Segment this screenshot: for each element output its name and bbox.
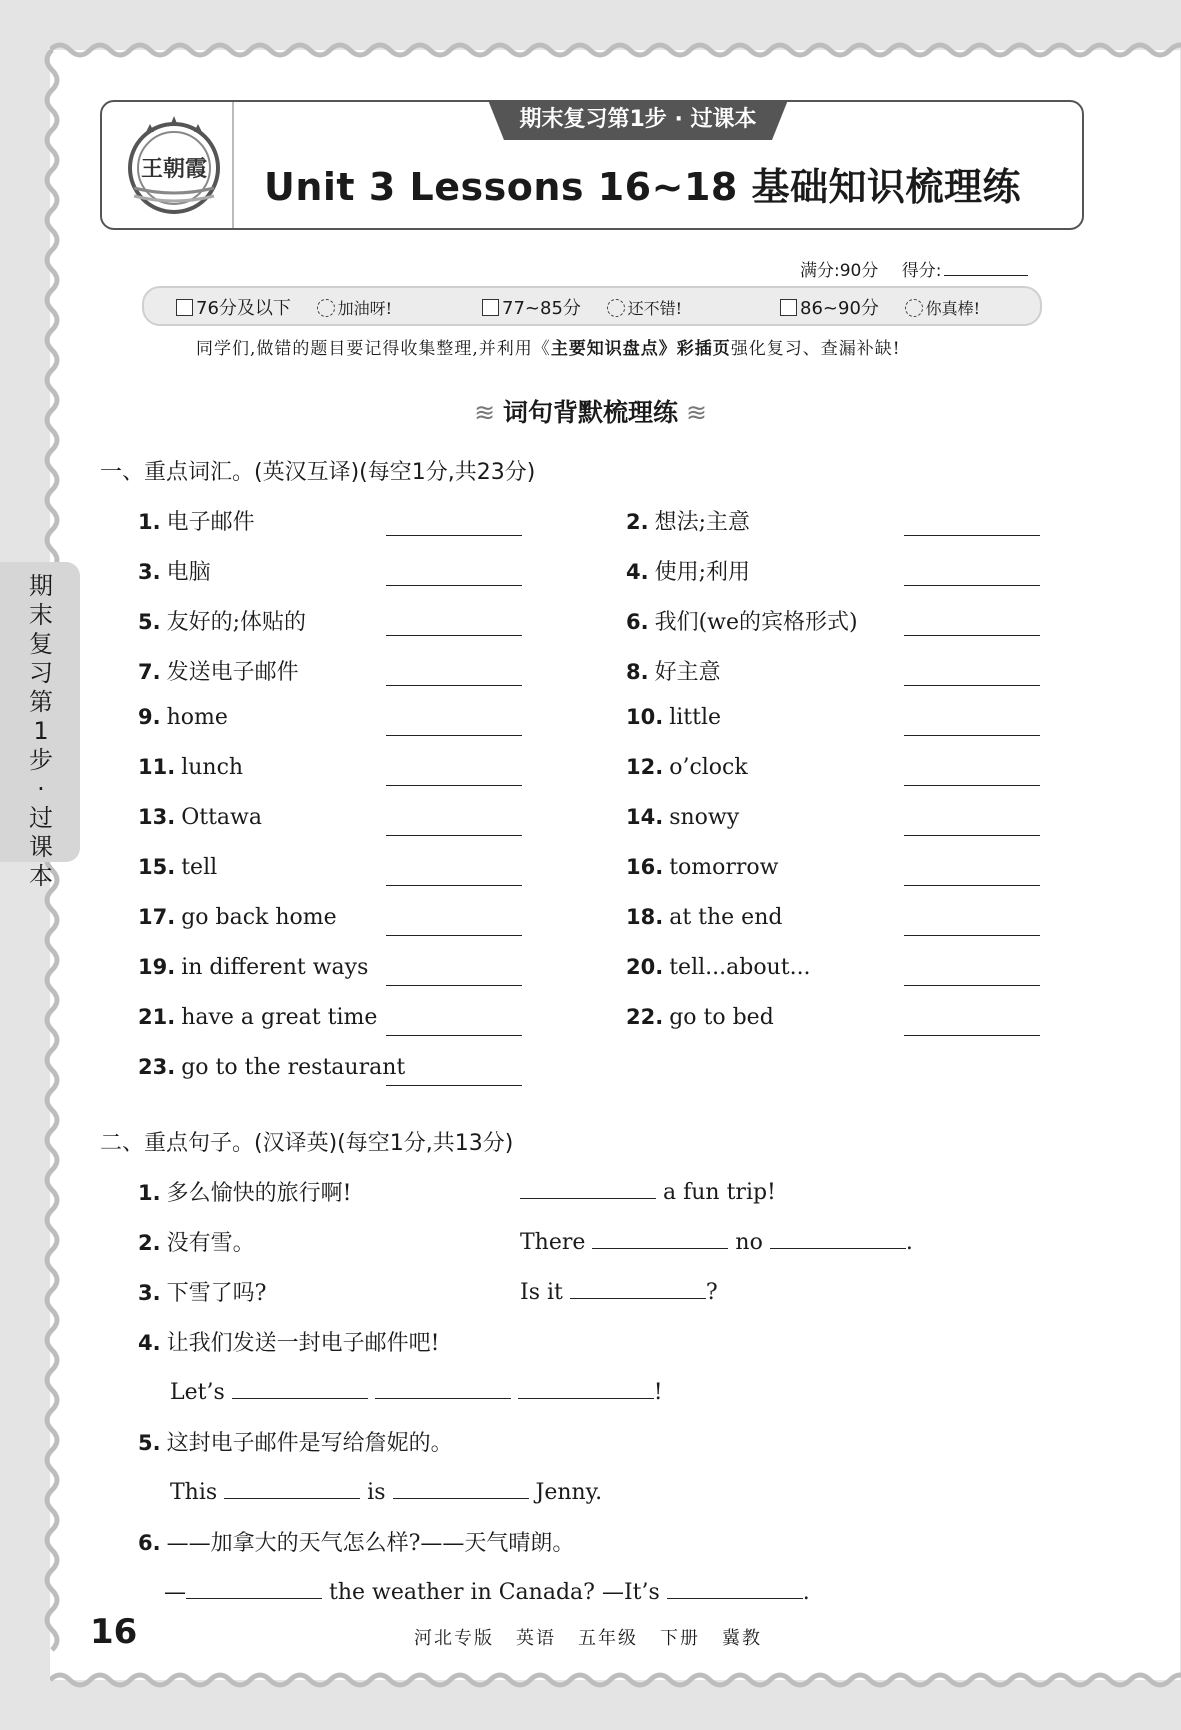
answer-blank[interactable] bbox=[667, 1576, 803, 1599]
publisher-logo bbox=[120, 110, 228, 218]
vocab-item bbox=[138, 755, 243, 780]
item-number: 3. bbox=[138, 560, 161, 584]
item-number: 19. bbox=[138, 955, 176, 979]
vocab-text: tomorrow bbox=[669, 855, 779, 880]
smiley-icon bbox=[317, 299, 335, 317]
sentence-item-1 bbox=[138, 1176, 351, 1207]
vocab-text: in different ways bbox=[181, 955, 369, 980]
level-1 bbox=[176, 294, 392, 320]
reminder-before: 同学们,做错的题目要记得收集整理,并利用《 bbox=[196, 339, 551, 359]
vocab-text: 我们(we的宾格形式) bbox=[654, 610, 858, 635]
item-number: 6. bbox=[138, 1531, 161, 1555]
level-cheer: 还不错! bbox=[627, 299, 683, 318]
vocab-text: little bbox=[669, 705, 722, 730]
item-number: 20. bbox=[626, 955, 664, 979]
footer-volume: 下册 bbox=[660, 1628, 700, 1649]
vocab-item bbox=[138, 605, 306, 636]
sentence-en: Jenny. bbox=[535, 1480, 603, 1505]
item-number: 22. bbox=[626, 1005, 664, 1029]
item-number: 1. bbox=[138, 1181, 161, 1205]
vocab-text: tell...about... bbox=[669, 955, 811, 980]
footer-subject: 英语 bbox=[516, 1628, 556, 1649]
footer-edition: 河北专版 bbox=[414, 1628, 494, 1649]
answer-blank[interactable] bbox=[386, 1035, 522, 1036]
answer-blank[interactable] bbox=[904, 835, 1040, 836]
sentence-answer-4 bbox=[170, 1376, 663, 1405]
level-range: 76分及以下 bbox=[196, 298, 291, 319]
sentence-item-4 bbox=[138, 1326, 439, 1357]
item-number: 13. bbox=[138, 805, 176, 829]
answer-blank[interactable] bbox=[386, 635, 522, 636]
answer-blank[interactable] bbox=[386, 1085, 522, 1086]
sentence-cn: 下雪了吗? bbox=[166, 1281, 267, 1306]
sentence-en: Let’s bbox=[170, 1380, 225, 1405]
vocab-text: go to bed bbox=[669, 1005, 774, 1030]
answer-blank[interactable] bbox=[186, 1576, 322, 1599]
vocab-item bbox=[626, 655, 721, 686]
sentence-answer-3 bbox=[520, 1276, 718, 1305]
sentence-en: a fun trip! bbox=[663, 1180, 776, 1205]
answer-blank[interactable] bbox=[386, 935, 522, 936]
answer-blank[interactable] bbox=[386, 835, 522, 836]
vocab-text: 友好的;体贴的 bbox=[166, 610, 307, 635]
vocab-item bbox=[626, 855, 779, 880]
score-label: 得分: bbox=[901, 261, 942, 281]
answer-blank[interactable] bbox=[224, 1476, 360, 1499]
wavy-border-top bbox=[50, 38, 1181, 62]
reminder-bold: 主要知识盘点》彩插页 bbox=[550, 339, 731, 359]
vocab-text: 想法;主意 bbox=[654, 510, 751, 535]
sentence-en: no bbox=[735, 1230, 763, 1255]
sentence-answer-1 bbox=[520, 1176, 776, 1205]
page-title: Unit 3 Lessons 16~18 基础知识梳理练 bbox=[264, 165, 1022, 209]
answer-blank[interactable] bbox=[232, 1376, 368, 1399]
vocab-item bbox=[626, 1005, 774, 1030]
vocab-text: 好主意 bbox=[654, 660, 721, 685]
answer-blank[interactable] bbox=[386, 535, 522, 536]
wavy-border-bottom bbox=[50, 1668, 1181, 1692]
banner-text: 期末复习第1步 · 过课本 bbox=[519, 107, 757, 132]
logo-text: 王朝霞 bbox=[140, 156, 208, 182]
sentence-en: is bbox=[367, 1480, 386, 1505]
level-range: 86~90分 bbox=[800, 298, 879, 319]
reminder-after: 强化复习、查漏补缺! bbox=[730, 339, 901, 359]
footer bbox=[414, 1624, 784, 1650]
vocab-item bbox=[626, 805, 739, 830]
vocab-item bbox=[626, 505, 750, 536]
vocab-item bbox=[138, 905, 337, 930]
vocab-item bbox=[626, 705, 721, 730]
vocab-item bbox=[138, 1055, 405, 1080]
item-number: 2. bbox=[138, 1231, 161, 1255]
vocab-item bbox=[138, 855, 217, 880]
item-number: 21. bbox=[138, 1005, 176, 1029]
item-number: 11. bbox=[138, 755, 176, 779]
item-number: 1. bbox=[138, 510, 161, 534]
item-number: 5. bbox=[138, 1431, 161, 1455]
sentence-cn: 多么愉快的旅行啊! bbox=[166, 1181, 352, 1206]
sentence-answer-6 bbox=[164, 1576, 810, 1605]
sentence-en: the weather in Canada? —It’s bbox=[329, 1580, 660, 1605]
sentence-cn: 没有雪。 bbox=[166, 1231, 255, 1256]
level-cheer: 你真棒! bbox=[925, 299, 981, 318]
sentence-item-3 bbox=[138, 1276, 266, 1307]
vocab-item bbox=[626, 755, 748, 780]
page-number: 16 bbox=[90, 1612, 138, 1652]
vocab-text: home bbox=[166, 705, 228, 730]
reminder-text bbox=[196, 334, 901, 359]
item-number: 8. bbox=[626, 660, 649, 684]
sentence-en: ? bbox=[705, 1280, 718, 1305]
header-box bbox=[100, 100, 1084, 230]
vocab-text: 电脑 bbox=[166, 560, 211, 585]
part1-heading: 一、重点词汇。(英汉互译)(每空1分,共23分) bbox=[100, 460, 536, 485]
item-number: 18. bbox=[626, 905, 664, 929]
vocab-text: snowy bbox=[669, 805, 740, 830]
vocab-text: go back home bbox=[181, 905, 337, 930]
item-number: 16. bbox=[626, 855, 664, 879]
answer-blank[interactable] bbox=[904, 735, 1040, 736]
item-number: 7. bbox=[138, 660, 161, 684]
answer-blank[interactable] bbox=[386, 985, 522, 986]
item-number: 15. bbox=[138, 855, 176, 879]
vocab-item bbox=[138, 555, 211, 586]
level-3 bbox=[780, 294, 980, 320]
item-number: 14. bbox=[626, 805, 664, 829]
vocab-text: have a great time bbox=[181, 1005, 378, 1030]
vocab-item bbox=[138, 955, 368, 980]
section-title-text: 词句背默梳理练 bbox=[502, 398, 678, 427]
side-tab-text: 期末复习第1步·过课本 bbox=[29, 572, 53, 890]
sentence-answer-2 bbox=[520, 1226, 913, 1255]
vocab-item bbox=[626, 555, 750, 586]
answer-blank[interactable] bbox=[518, 1376, 654, 1399]
wave-icon: ≋ bbox=[474, 398, 503, 427]
vocab-text: go to the restaurant bbox=[181, 1055, 406, 1080]
footer-publisher: 冀教 bbox=[722, 1628, 762, 1649]
smiley-icon bbox=[607, 299, 625, 317]
item-number: 4. bbox=[138, 1331, 161, 1355]
level-range: 77~85分 bbox=[502, 298, 581, 319]
score-level-bar bbox=[142, 286, 1042, 326]
answer-blank[interactable] bbox=[904, 785, 1040, 786]
checkbox-icon[interactable] bbox=[176, 299, 193, 316]
full-score: 满分:90分 bbox=[800, 261, 879, 281]
smiley-icon bbox=[905, 299, 923, 317]
vocab-text: 使用;利用 bbox=[654, 560, 751, 585]
item-number: 9. bbox=[138, 705, 161, 729]
answer-blank[interactable] bbox=[592, 1226, 728, 1249]
sentence-item-2 bbox=[138, 1226, 255, 1257]
sentence-cn: ——加拿大的天气怎么样?——天气晴朗。 bbox=[166, 1531, 575, 1556]
sentence-answer-5 bbox=[170, 1476, 602, 1505]
vocab-text: 电子邮件 bbox=[166, 510, 255, 535]
item-number: 23. bbox=[138, 1055, 176, 1079]
footer-grade: 五年级 bbox=[578, 1628, 638, 1649]
section-title bbox=[0, 393, 1181, 429]
score-line bbox=[800, 256, 1028, 281]
vocab-item bbox=[138, 705, 228, 730]
answer-blank[interactable] bbox=[904, 935, 1040, 936]
sentence-item-6 bbox=[138, 1526, 574, 1557]
sentence-en: . bbox=[802, 1580, 810, 1605]
answer-blank[interactable] bbox=[375, 1376, 511, 1399]
vocab-item bbox=[626, 605, 858, 636]
vocab-text: o’clock bbox=[669, 755, 748, 780]
answer-blank[interactable] bbox=[393, 1476, 529, 1499]
sentence-item-5 bbox=[138, 1426, 453, 1457]
vocab-text: tell bbox=[181, 855, 218, 880]
answer-blank[interactable] bbox=[904, 535, 1040, 536]
sentence-cn: 让我们发送一封电子邮件吧! bbox=[166, 1331, 440, 1356]
checkbox-icon[interactable] bbox=[780, 299, 797, 316]
vocab-item bbox=[626, 905, 782, 930]
answer-blank[interactable] bbox=[386, 735, 522, 736]
vocab-text: 发送电子邮件 bbox=[166, 660, 299, 685]
level-2 bbox=[482, 294, 682, 320]
vocab-text: at the end bbox=[669, 905, 783, 930]
answer-blank[interactable] bbox=[904, 985, 1040, 986]
sentence-cn: 这封电子邮件是写给詹妮的。 bbox=[166, 1431, 453, 1456]
item-number: 10. bbox=[626, 705, 664, 729]
part2-heading: 二、重点句子。(汉译英)(每空1分,共13分) bbox=[100, 1131, 514, 1156]
sentence-en: This bbox=[170, 1480, 218, 1505]
answer-blank[interactable] bbox=[904, 1035, 1040, 1036]
answer-blank[interactable] bbox=[570, 1276, 706, 1299]
item-number: 17. bbox=[138, 905, 176, 929]
vocab-item bbox=[138, 655, 299, 686]
level-cheer: 加油呀! bbox=[337, 299, 393, 318]
answer-blank[interactable] bbox=[904, 885, 1040, 886]
score-blank[interactable] bbox=[944, 275, 1028, 276]
answer-blank[interactable] bbox=[386, 685, 522, 686]
answer-blank[interactable] bbox=[386, 585, 522, 586]
vocab-item bbox=[138, 505, 255, 536]
answer-blank[interactable] bbox=[386, 885, 522, 886]
vocab-text: lunch bbox=[181, 755, 244, 780]
answer-blank[interactable] bbox=[904, 685, 1040, 686]
item-number: 12. bbox=[626, 755, 664, 779]
wave-icon: ≋ bbox=[678, 398, 707, 427]
answer-blank[interactable] bbox=[770, 1226, 906, 1249]
sentence-en: ! bbox=[653, 1380, 663, 1405]
item-number: 5. bbox=[138, 610, 161, 634]
sentence-en: There bbox=[520, 1230, 586, 1255]
answer-blank[interactable] bbox=[904, 585, 1040, 586]
vocab-item bbox=[138, 805, 262, 830]
item-number: 2. bbox=[626, 510, 649, 534]
sentence-en: — bbox=[164, 1580, 186, 1605]
item-number: 4. bbox=[626, 560, 649, 584]
side-tab bbox=[0, 562, 80, 890]
answer-blank[interactable] bbox=[520, 1176, 656, 1199]
answer-blank[interactable] bbox=[904, 635, 1040, 636]
header-divider bbox=[232, 102, 234, 228]
sentence-en: . bbox=[905, 1230, 913, 1255]
vocab-item bbox=[138, 1005, 377, 1030]
sentence-en: Is it bbox=[520, 1280, 563, 1305]
vocab-item bbox=[626, 955, 811, 980]
item-number: 3. bbox=[138, 1281, 161, 1305]
checkbox-icon[interactable] bbox=[482, 299, 499, 316]
answer-blank[interactable] bbox=[386, 785, 522, 786]
item-number: 6. bbox=[626, 610, 649, 634]
vocab-text: Ottawa bbox=[181, 805, 262, 830]
